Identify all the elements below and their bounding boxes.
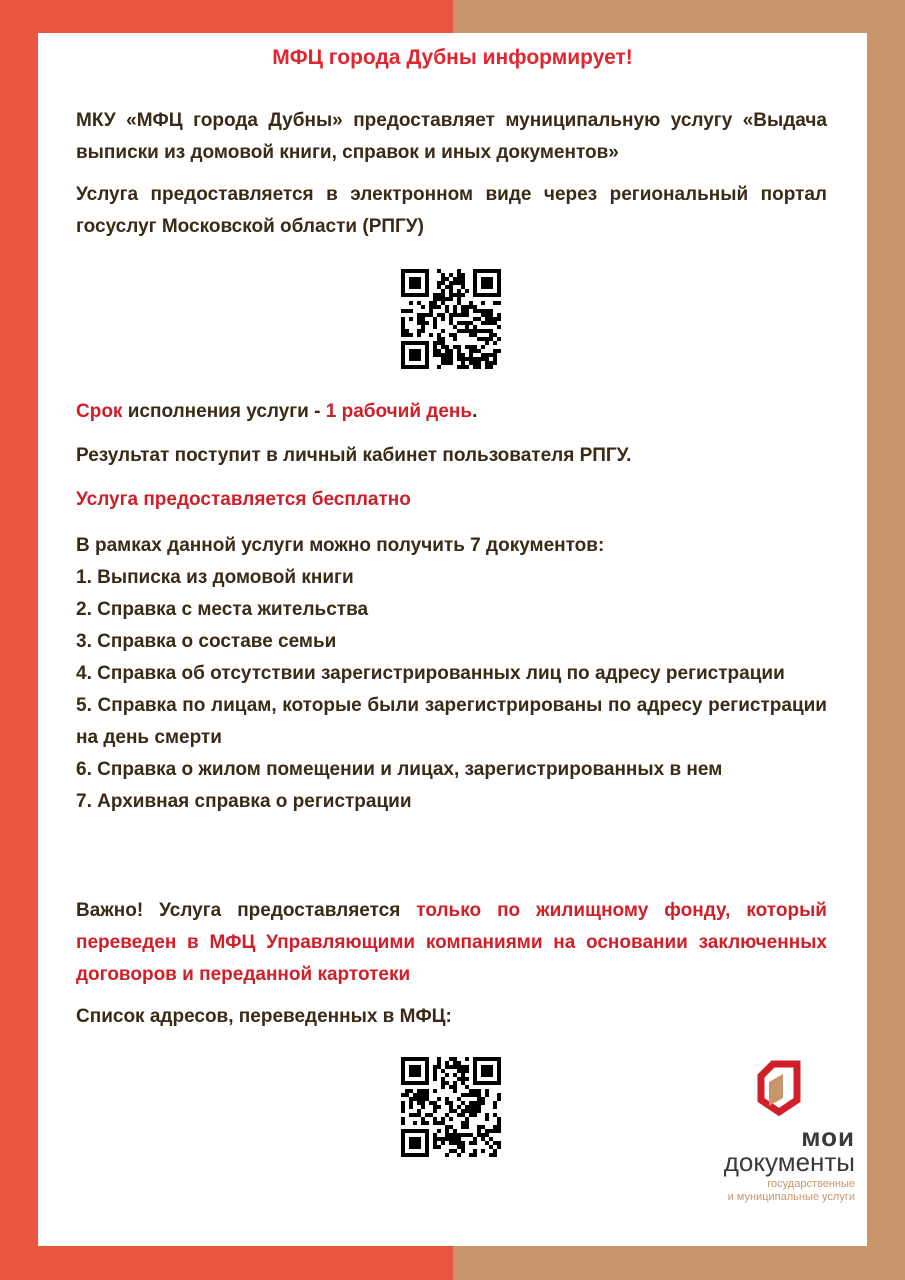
list-item: 2. Справка с места жительства [76, 599, 369, 620]
term-end: . [472, 401, 478, 422]
list-item: 5. Справка по лицам, которые были зарегистрированы по адресу регистрации на день смерти [76, 695, 827, 748]
docs-intro: В рамках данной услуги можно получить 7 документов: [76, 535, 605, 556]
term-middle: исполнения услуги - [122, 401, 326, 422]
intro-paragraph: МКУ «МФЦ города Дубны» предоставляет муниципальную услугу «Выдача выписки из домовой книги, справок и иных документов» [76, 110, 827, 163]
list-item: 4. Справка об отсутствии зарегистрированных лиц по адресу регистрации [76, 663, 785, 684]
qr-code-icon[interactable] [401, 269, 501, 369]
list-item: 6. Справка о жилом помещении и лицах, зарегистрированных в нем [76, 759, 723, 780]
brand-sub2: и муниципальные услуги [727, 1191, 855, 1203]
term-line [76, 396, 827, 428]
important-highlight: только по жилищному фонду, который переведен в МФЦ Управляющими компаниями на основании заключенных договоров и переданной картотеки [76, 900, 827, 985]
brand-line1: мои [801, 1122, 855, 1152]
important-paragraph [76, 895, 827, 991]
free-line: Услуга предоставляется бесплатно [76, 489, 411, 510]
term-label: Срок [76, 401, 123, 422]
list-item: 7. Архивная справка о регистрации [76, 791, 412, 812]
important-lead: Важно! Услуга предоставляется [76, 900, 417, 921]
portal-paragraph: Услуга предоставляется в электронном виде через региональный портал госуслуг Московской области (РПГУ) [76, 184, 827, 237]
list-item: 1. Выписка из домовой книги [76, 567, 354, 588]
page-title: МФЦ города Дубны информирует! [272, 46, 633, 69]
docs-list [76, 562, 827, 818]
list-item: 3. Справка о составе семьи [76, 631, 337, 652]
term-value: 1 рабочий день [325, 401, 473, 422]
qr-code-icon[interactable] [401, 1057, 501, 1157]
info-sheet [38, 33, 867, 1246]
addresses-line: Список адресов, переведенных в МФЦ: [76, 1006, 452, 1027]
moi-dokumenty-logo-icon [755, 1060, 801, 1116]
result-line: Результат поступит в личный кабинет пользователя РПГУ. [76, 445, 632, 466]
brand-sub1: государственные [767, 1178, 855, 1190]
brand-line2: документы [723, 1147, 855, 1177]
